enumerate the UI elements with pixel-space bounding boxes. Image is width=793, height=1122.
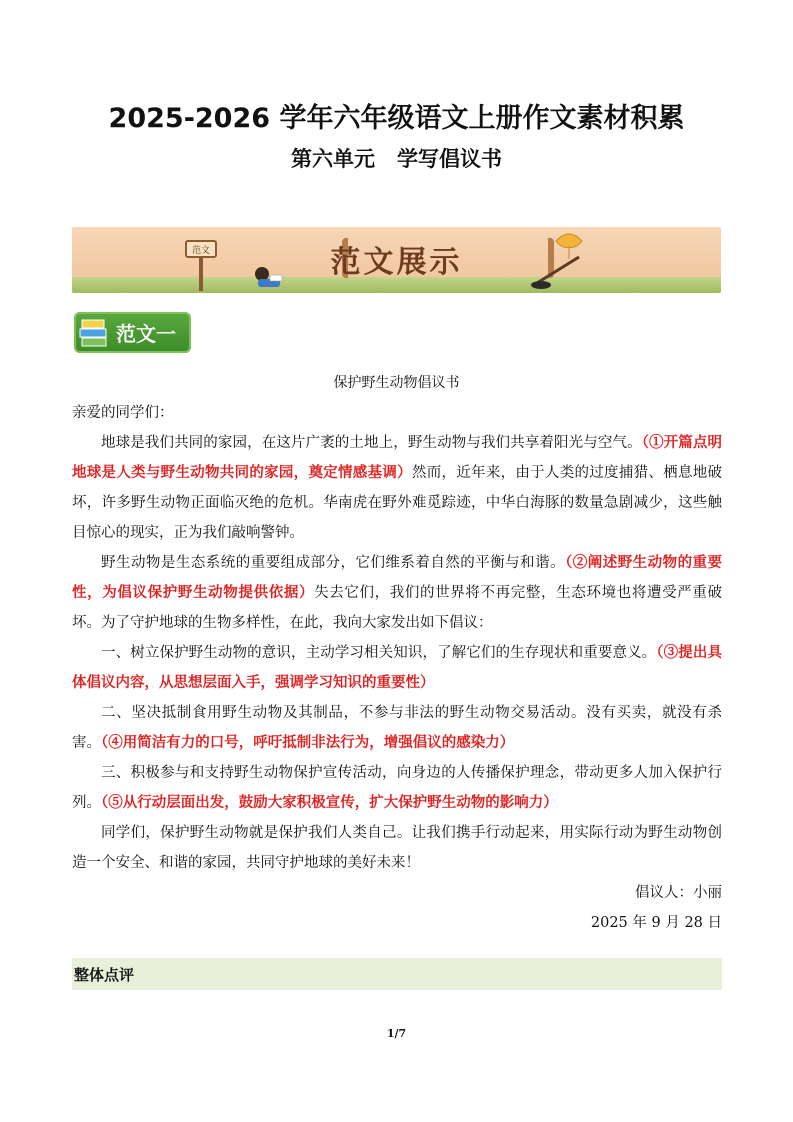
example-badge bbox=[74, 312, 191, 353]
paragraph-5: 三、积极参与和支持野生动物保护宣传活动，向身边的人传播保护理念，带动更多人加入保护行列。（⑤从行动层面出发，鼓励大家积极宣传，扩大保护野生动物的影响力） bbox=[72, 765, 722, 811]
badge-label: 范文一 bbox=[116, 322, 176, 346]
essay-body bbox=[72, 398, 722, 938]
date: 2025 年 9 月 28 日 bbox=[590, 915, 722, 931]
review-label: 整体点评 bbox=[74, 966, 135, 984]
paragraph-6: 同学们，保护野生动物就是保护我们人类自己。让我们携手行动起来，用实际行动为野生动物创造一个安全、和谐的家园，共同守护地球的美好未来！ bbox=[72, 825, 722, 871]
document-subtitle bbox=[0, 143, 793, 173]
paragraph-3: 一、树立保护野生动物的意识，主动学习相关知识，了解它们的生存现状和重要意义。（③提出具体倡议内容，从思想层面入手，强调学习知识的重要性） bbox=[72, 644, 722, 691]
banner-title: 范文展示 bbox=[330, 245, 463, 280]
salutation: 亲爱的同学们： bbox=[72, 405, 174, 421]
paragraph-4: 二、坚决抵制食用野生动物及其制品，不参与非法的野生动物交易活动。没有买卖，就没有杀害。（④用简洁有力的口号，呼吁抵制非法行为，增强倡议的感染力） bbox=[72, 705, 722, 751]
essay-title: 保护野生动物倡议书 bbox=[333, 375, 460, 391]
annotation-5: （⑤从行动层面出发，鼓励大家积极宣传，扩大保护野生动物的影响力） bbox=[101, 794, 558, 811]
annotation-1: （①开篇点明地球是人类与野生动物共同的家园，奠定情感基调） bbox=[72, 434, 723, 481]
signer: 倡议人：小丽 bbox=[635, 885, 722, 901]
page-number: 1/7 bbox=[386, 1027, 407, 1040]
sign-text: 范文 bbox=[191, 246, 211, 256]
annotation-4: （④用简洁有力的口号，呼吁抵制非法行为，增强倡议的感染力） bbox=[101, 734, 515, 751]
subtitle-topic: 学写倡议书 bbox=[397, 147, 502, 171]
subtitle-unit: 第六单元 bbox=[291, 147, 375, 171]
annotation-2: （②阐述野生动物的重要性，为倡议保护野生动物提供依据） bbox=[72, 554, 723, 601]
paragraph-2: 野生动物是生态系统的重要组成部分，它们维系着自然的平衡与和谐。（②阐述野生动物的重要性，为倡议保护野生动物提供依据）失去它们，我们的世界将不再完整，生态环境也将遭受严重破坏。为了守护地球的生物多样性，在此，我向大家发出如下倡议： bbox=[72, 554, 723, 631]
section-banner bbox=[72, 227, 721, 293]
document-title: 2025-2026 学年六年级语文上册作文素材积累 bbox=[108, 103, 685, 134]
annotation-3: （③提出具体倡议内容，从思想层面入手，强调学习知识的重要性） bbox=[72, 644, 722, 691]
brush-ink-icon bbox=[527, 251, 587, 291]
paragraph-1: 地球是我们共同的家园，在这片广袤的土地上，野生动物与我们共享着阳光与空气。（①开篇点明地球是人类与野生动物共同的家园，奠定情感基调）然而，近年来，由于人类的过度捕猎、栖息地破坏，许多野生动物正面临灭绝的危机。华南虎在野外难觅踪迹，中华白海豚的数量急剧减少，这些触目惊心的现实，正为我们敲响警钟。 bbox=[72, 434, 723, 541]
review-section-header bbox=[72, 958, 722, 990]
books-icon bbox=[78, 314, 112, 350]
